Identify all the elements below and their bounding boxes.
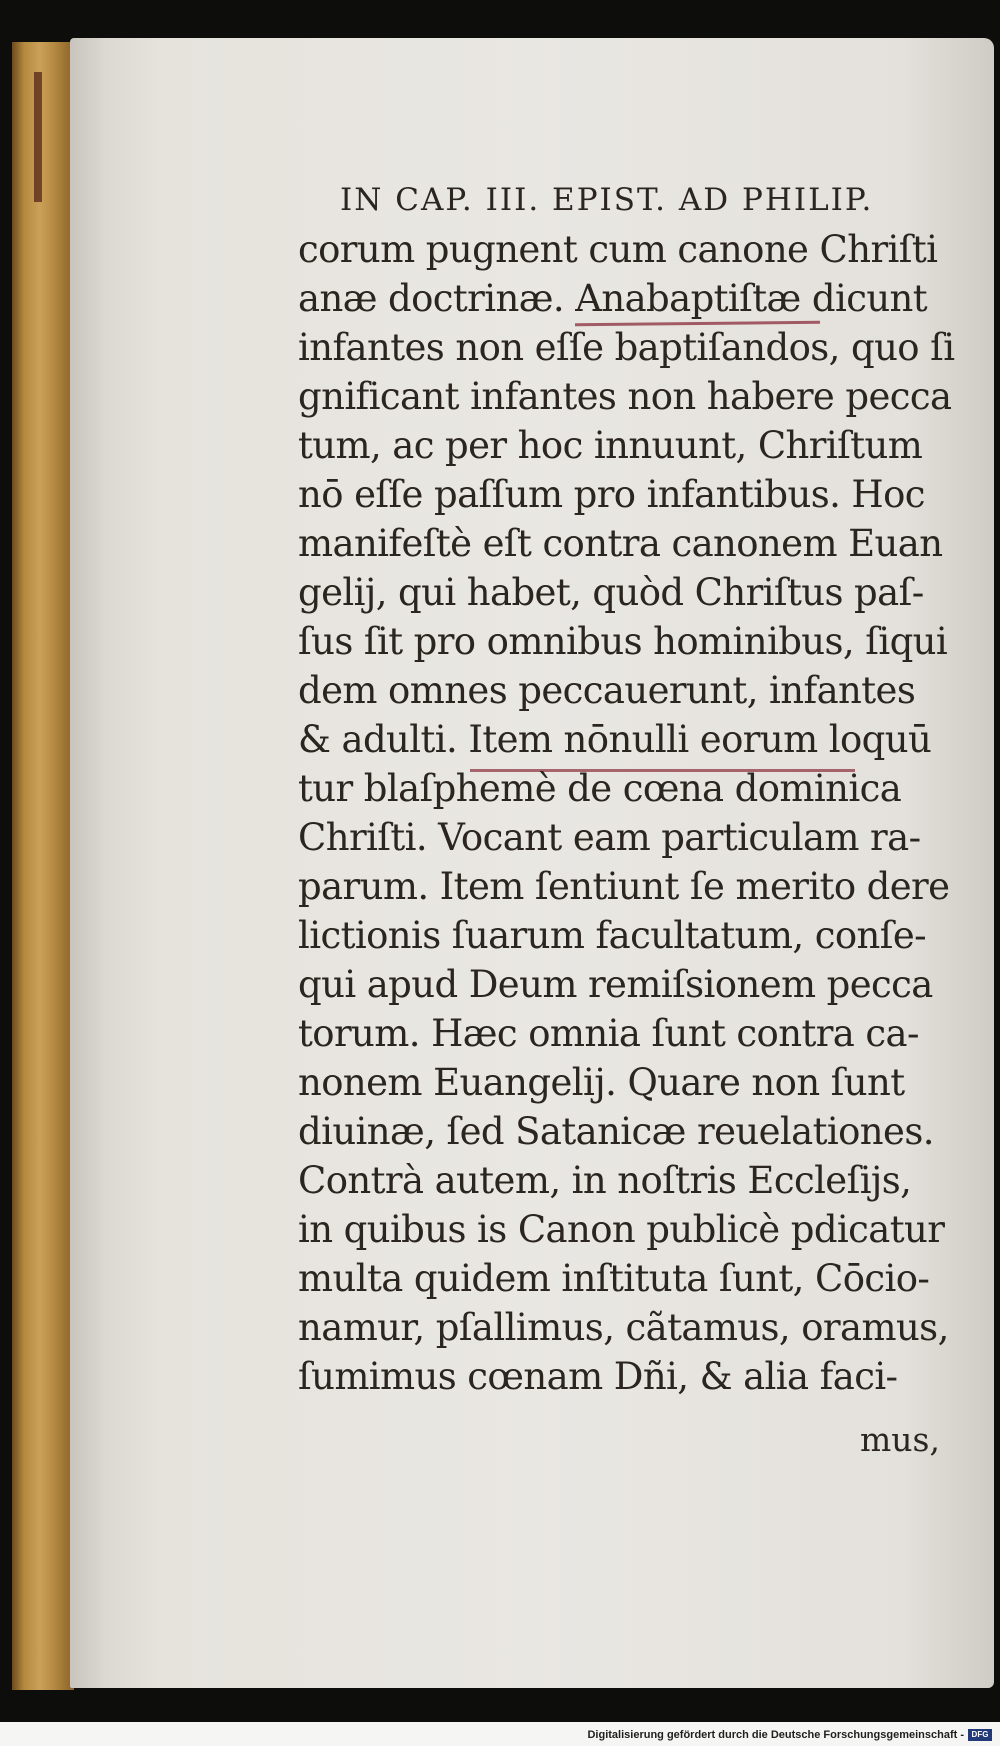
text-line: multa quidem inſtituta ſunt, Cōcio- [298,1257,930,1300]
text-line: nō eſſe paſſum pro infantibus. Hoc [298,473,925,516]
text-line: Contrà autem, in noſtris Eccleſijs, [298,1159,912,1202]
funding-credit: Digitalisierung gefördert durch die Deutsche Forschungsgemeinschaft - [587,1729,964,1741]
text-line: infantes non eſſe baptiſandos, quo ſi [298,326,955,369]
text-line: namur, pſallimus, cãtamus, oramus, [298,1306,949,1349]
running-header: IN CAP. III. EPIST. AD PHILIP. [340,182,874,218]
book-page-edges [12,42,74,1690]
text-line: corum pugnent cum canone Chriſti [298,228,938,271]
text-line: lictionis ſuarum facultatum, conſe- [298,914,927,957]
text-line: parum. Item ſentiunt ſe merito dere [298,865,950,908]
text-line: tum, ac per hoc innuunt, Chriſtum [298,424,923,467]
text-line: nonem Euangelij. Quare non ſunt [298,1061,905,1104]
catchword: mus, [860,1420,940,1459]
text-line: torum. Hæc omnia ſunt contra ca- [298,1012,919,1055]
text-line: anæ doctrinæ. Anabaptiſtæ dicunt [298,277,928,320]
text-line: manifeſtè eſt contra canonem Euan [298,522,943,565]
text-line: tur blaſphemè de cœna dominica [298,767,902,810]
text-line: Chriſti. Vocant eam particulam ra- [298,816,921,859]
text-line: dem omnes peccauerunt, infantes [298,669,916,712]
text-line: in quibus is Canon publicè pdicatur [298,1208,945,1251]
text-line: ſus ſit pro omnibus hominibus, ſiqui [298,620,948,663]
text-line: & adulti. Item nōnulli eorum loquū [298,718,932,761]
text-line: gnificant infantes non habere pecca [298,375,952,418]
text-line: qui apud Deum remiſsionem pecca [298,963,933,1006]
text-line: gelij, qui habet, quòd Chriſtus paſ- [298,571,924,614]
text-line: ſumimus cœnam Dñi, & alia faci- [298,1355,898,1398]
text-line: diuinæ, ſed Satanicæ reuelationes. [298,1110,934,1153]
dfg-logo: DFG [968,1729,992,1741]
page-text-block [298,175,958,1401]
